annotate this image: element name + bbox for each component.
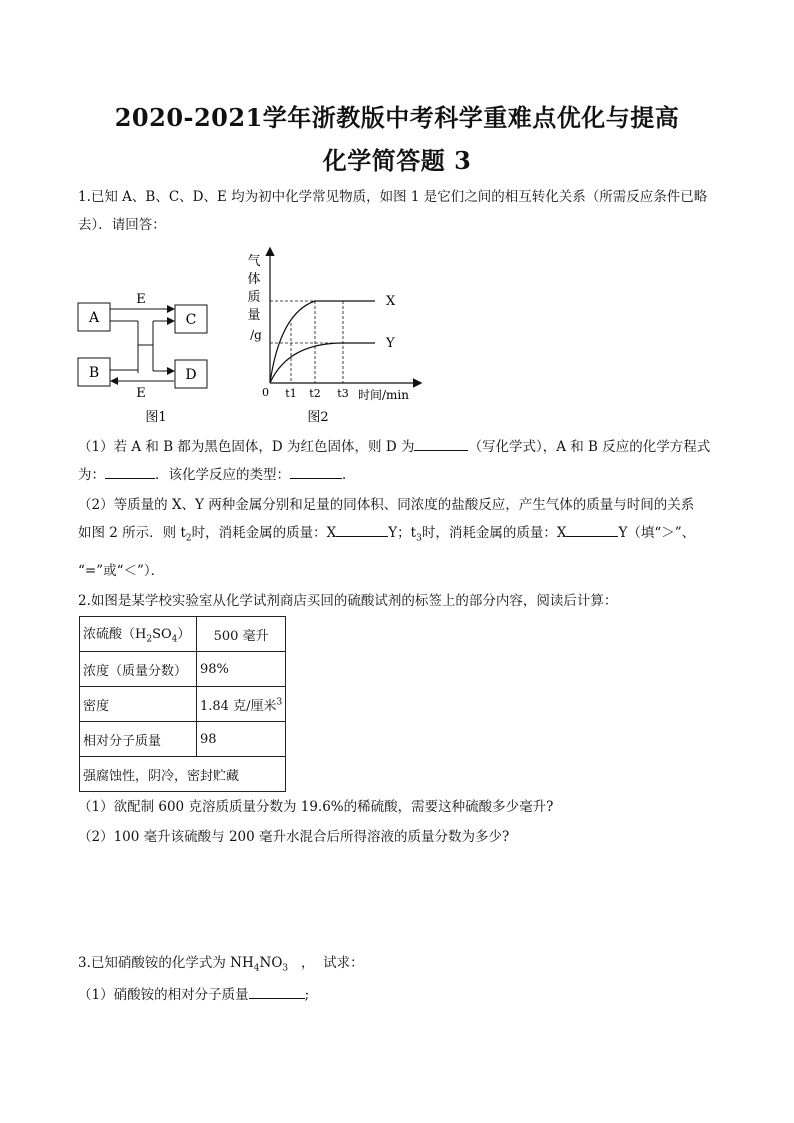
q3-sub1: （1）硝酸铵的相对分子质量 ; <box>78 984 728 1006</box>
q1-sub2-line1: （2）等质量的 X、Y 两种金属分别和足量的同体积、同浓度的盐酸反应，产生气体的质量与时间的关系 <box>78 497 695 513</box>
fig2-curve-y <box>270 343 375 383</box>
fig2-ylabel-2: 体 <box>247 272 261 287</box>
label-volume-cell: 500 毫升 <box>197 617 286 652</box>
table-row <box>80 652 286 687</box>
fig2-tick-t3: t3 <box>337 387 349 400</box>
fig2-ylabel-3: 质 <box>247 290 261 305</box>
box-d-label: D <box>185 367 197 383</box>
fig2-series-y-label: Y <box>386 336 395 351</box>
document-title-line2: 化学简答题 3 <box>322 146 472 175</box>
answer-blank-equation[interactable] <box>105 464 155 479</box>
figure-1-diagram <box>70 285 220 430</box>
arrow-e-top-label: E <box>136 292 146 307</box>
table-row <box>80 617 286 652</box>
q1-intro-line1: 1.已知 A、B、C、D、E 均为初中化学常见物质，如图 1 是它们之间的相互转化关系（所需反应条件已略 <box>78 189 708 205</box>
fig2-ylabel-5: /g <box>250 328 262 342</box>
fig2-tick-t1: t1 <box>285 387 297 400</box>
figure-2-graph <box>240 243 440 433</box>
figure-2-caption: 图2 <box>307 410 329 425</box>
fig2-ylabel-1: 气 <box>247 254 261 269</box>
fig2-ylabel-4: 量 <box>247 308 261 323</box>
label-concentration-key: 浓度（质量分数） <box>80 652 197 687</box>
fig2-origin-label: 0 <box>262 386 269 399</box>
arrow-e-bottom-label: E <box>136 386 146 401</box>
q1-intro-line2: 去）．请回答： <box>78 217 166 233</box>
figure-1-caption: 图1 <box>145 410 167 425</box>
answer-blank-molar-mass[interactable] <box>249 984 305 999</box>
q2-sub1: （1）欲配制 600 克溶质质量分数为 19.6%的稀硫酸，需要这种硫酸多少毫升? <box>78 799 554 815</box>
q1-sub1-line1: （1）若 A 和 B 都为黑色固体，D 为红色固体，则 D 为 （写化学式），A 和 B 反应的化学方程式 <box>78 436 728 458</box>
answer-blank-t2-compare[interactable] <box>336 522 388 537</box>
table-row <box>80 722 286 757</box>
table-row <box>80 687 286 722</box>
fig2-series-x-label: X <box>386 294 396 309</box>
table-row <box>80 757 286 792</box>
answer-blank-reaction-type[interactable] <box>290 464 342 479</box>
answer-blank-t3-compare[interactable] <box>566 522 618 537</box>
label-concentration-value: 98% <box>197 652 286 687</box>
label-name-cell: 浓硫酸$(H_2SO_4)$ <box>80 617 197 652</box>
label-molar-mass-value: 98 <box>197 722 286 757</box>
label-molar-mass-key: 相对分子质量 <box>80 722 197 757</box>
box-b-label: B <box>88 365 100 381</box>
box-c-label: C <box>185 312 197 328</box>
q2-sub2: （2）100 毫升该硫酸与 200 毫升水混合后所得溶液的质量分数为多少? <box>78 829 510 845</box>
q1-sub1-line2: 为： ．该化学反应的类型： ． <box>78 464 728 486</box>
q3-intro: 3.已知硝酸铵的化学式为 $NH_4NO_3$ ， 试求： <box>78 955 364 974</box>
box-a-label: A <box>88 310 100 326</box>
label-density-key: 密度 <box>80 687 197 722</box>
document-title-line1: 2020-2021学年浙教版中考科学重难点优化与提高 <box>114 103 680 132</box>
fig2-xlabel: 时间/min <box>358 388 409 402</box>
answer-blank-d-formula[interactable] <box>414 436 468 451</box>
fig2-tick-t2: t2 <box>309 387 321 400</box>
label-storage-note: 强腐蚀性，阴冷，密封贮藏 <box>80 757 286 792</box>
q2-intro: 2.如图是某学校实验室从化学试剂商店买回的硫酸试剂的标签上的部分内容，阅读后计算： <box>78 593 618 609</box>
q1-sub2-line3: “=”或“＜”）． <box>78 563 165 579</box>
label-density-value: 1.84 克/厘米$^3$ <box>197 687 286 722</box>
fig2-curve-x <box>270 301 375 383</box>
sulfuric-acid-label-table <box>79 616 286 792</box>
q1-sub2-line2: 如图 2 所示．则 $t_2$时，消耗金属的质量：X Y；$t_3$时，消耗金属的质量：X Y（填“＞”、 <box>78 522 728 550</box>
